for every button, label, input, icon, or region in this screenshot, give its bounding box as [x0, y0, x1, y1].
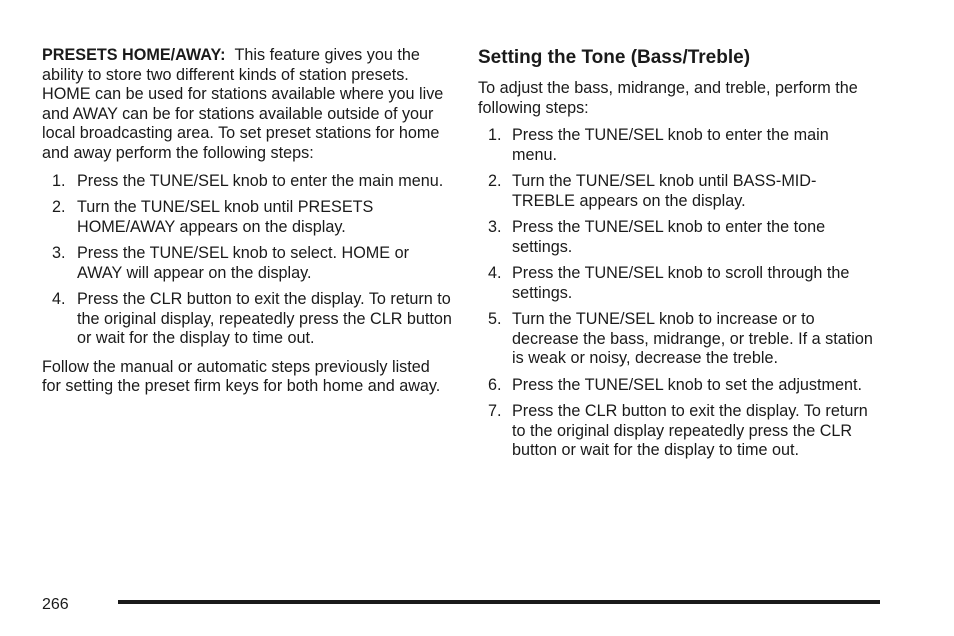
left-column — [42, 46, 452, 397]
list-item — [42, 290, 452, 349]
step-text: Press the CLR button to exit the display. To return to the original display repeatedly press the CLR button or wait for the display to time out. — [512, 402, 868, 460]
presets-intro-text: This feature gives you the ability to store two different kinds of station presets. HOME can be used for stations available where you live and AWAY can be for stations available outside of your local broadcasting area. To set preset stations for home and away perform the following steps: — [42, 46, 444, 162]
step-text: Press the TUNE/SEL knob to enter the main menu. — [512, 126, 829, 164]
step-text: Press the TUNE/SEL knob to scroll through the settings. — [512, 264, 850, 302]
step-number: 4. — [488, 264, 502, 283]
list-item — [478, 126, 878, 165]
step-number: 2. — [52, 197, 66, 216]
tone-intro: To adjust the bass, midrange, and treble, perform the following steps: — [478, 79, 858, 117]
step-text: Press the CLR button to exit the display. To return to the original display, repeatedly press the CLR button or wait for the display to time out. — [77, 289, 452, 348]
list-item — [478, 218, 878, 257]
list-item — [478, 310, 878, 369]
list-item — [478, 402, 878, 461]
step-number: 6. — [488, 375, 502, 394]
step-number: 1. — [52, 171, 66, 190]
presets-steps-list — [42, 172, 452, 349]
step-number: 7. — [488, 402, 502, 421]
presets-lead: PRESETS HOME/AWAY: — [42, 46, 226, 64]
footer-rule — [118, 600, 880, 604]
step-number: 4. — [52, 289, 66, 308]
tone-steps-list — [478, 126, 878, 461]
step-text: Press the TUNE/SEL knob to enter the tone settings. — [512, 218, 826, 256]
list-item — [42, 198, 452, 237]
page-number: 266 — [42, 596, 69, 613]
step-text: Turn the TUNE/SEL knob to increase or to decrease the bass, midrange, or treble. If a station is weak or noisy, decrease the treble. — [512, 310, 873, 368]
step-text: Turn the TUNE/SEL knob until PRESETS HOME/AWAY appears on the display. — [77, 197, 374, 236]
presets-intro — [42, 46, 452, 164]
step-number: 1. — [488, 126, 502, 145]
step-text: Turn the TUNE/SEL knob until BASS-MID-TREBLE appears on the display. — [512, 172, 817, 210]
step-number: 3. — [488, 218, 502, 237]
list-item — [478, 376, 878, 396]
list-item — [42, 172, 452, 192]
step-text: Press the TUNE/SEL knob to enter the main menu. — [77, 171, 444, 190]
list-item — [478, 264, 878, 303]
section-heading: Setting the Tone (Bass/Treble) — [478, 47, 751, 68]
list-item — [42, 244, 452, 283]
step-text: Press the TUNE/SEL knob to select. HOME or AWAY will appear on the display. — [77, 243, 409, 282]
list-item — [478, 172, 878, 211]
step-number: 5. — [488, 310, 502, 329]
step-text: Press the TUNE/SEL knob to set the adjustment. — [512, 375, 863, 394]
right-column — [478, 47, 878, 468]
step-number: 3. — [52, 243, 66, 262]
presets-closing: Follow the manual or automatic steps previously listed for setting the preset firm keys for both home and away. — [42, 357, 441, 396]
step-number: 2. — [488, 172, 502, 191]
